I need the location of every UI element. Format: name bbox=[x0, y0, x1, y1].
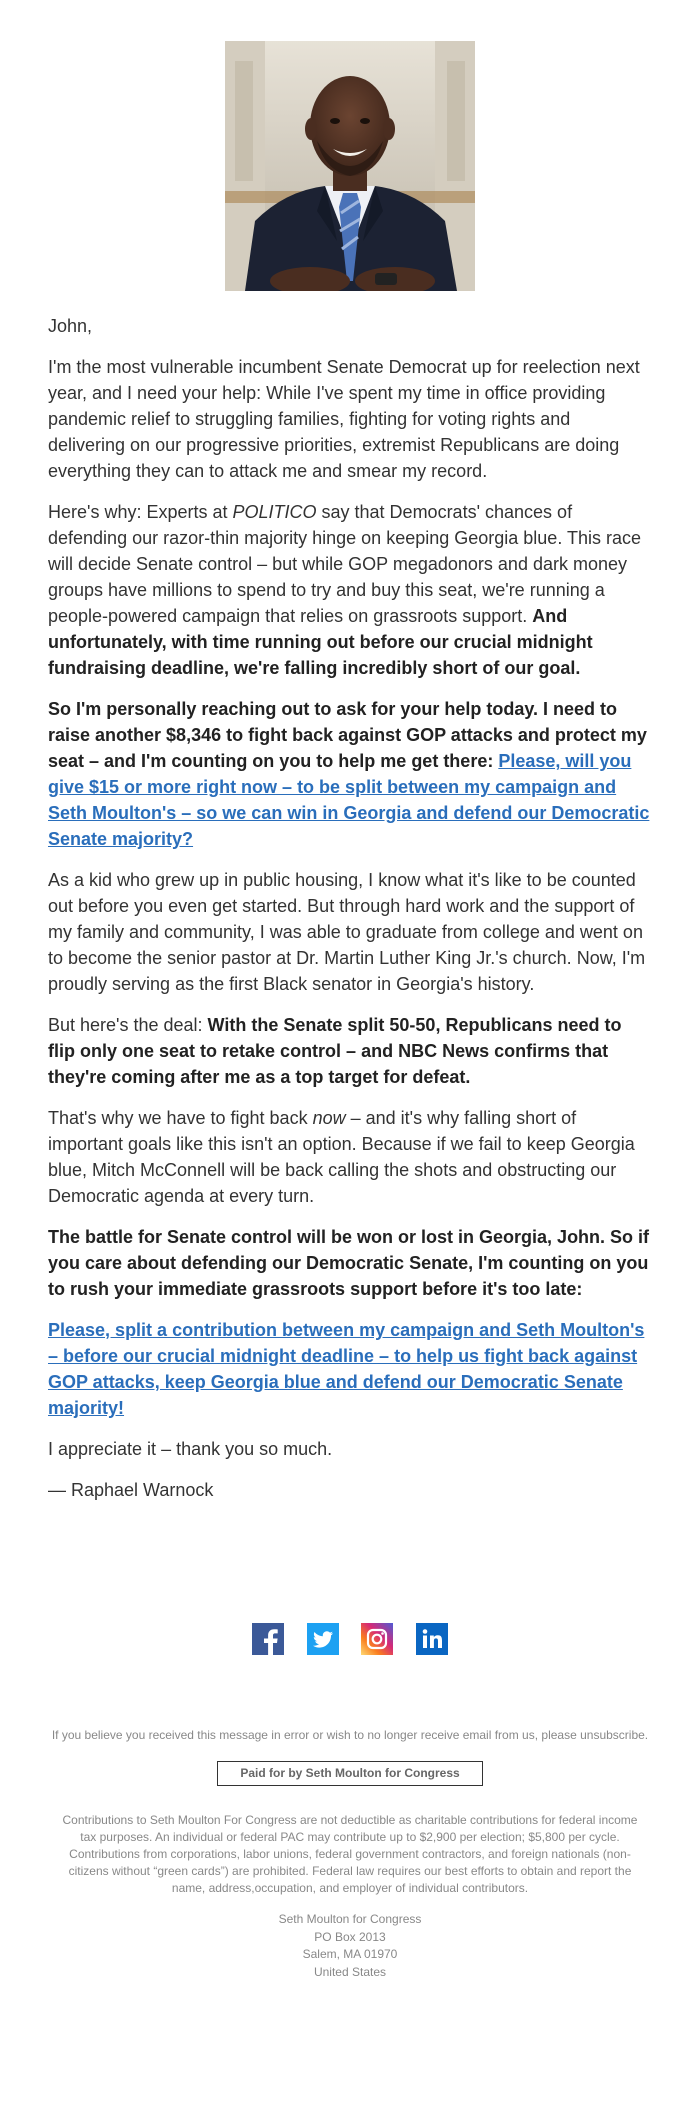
address-line-3: Salem, MA 01970 bbox=[302, 1947, 398, 1961]
email-body bbox=[40, 41, 660, 1981]
paragraph-5-text: But here's the deal: bbox=[48, 1015, 208, 1035]
paragraph-2-text-b: say that Democrats' chances of defending our razor-thin majority hinge on keeping Georgia blue. This race will decide Senate control – but while GOP megadonors and dark money groups have millions to spend to try and buy this seat, we're running a people-powered campaign that relies on grassroots support. bbox=[48, 502, 642, 626]
social-links bbox=[40, 1623, 660, 1657]
paragraph-7-bold: The battle for Senate control will be won or lost in Georgia, John. So if you care about defending our Democratic Senate, I'm counting on you to rush your immediate grassroots support before it's too late: bbox=[48, 1227, 650, 1299]
paragraph-5-bold: With the Senate split 50-50, Republicans need to flip only one seat to retake control – and NBC News confirms that they're coming after me as a top target for defeat. bbox=[48, 1015, 622, 1087]
letter-content bbox=[40, 313, 660, 1503]
contribution-disclaimer: Contributions to Seth Moulton For Congress are not deductible as charitable contributions for federal income tax purposes. An individual or federal PAC may contribute up to $2,900 per election; $5,800 per cycle. Contributions from corporations, labor unions, federal government contractors, and foreign nationals (non-citizens without “green cards”) are prohibited. Federal law requires our best efforts to obtain and report the name, address,occupation, and employer of individual contributors. bbox=[62, 1813, 638, 1895]
paid-for-disclaimer: Paid for by Seth Moulton for Congress bbox=[217, 1761, 483, 1786]
paragraph-6-text-a: That's why we have to fight back bbox=[48, 1108, 313, 1128]
paragraph-2-bold: And unfortunately, with time running out before our crucial midnight fundraising deadline, we're falling incredibly short of our goal. bbox=[48, 606, 593, 678]
candidate-portrait-image bbox=[225, 41, 475, 291]
paragraph-4: As a kid who grew up in public housing, I know what it's like to be counted out before you even get started. But through hard work and the support of my family and community, I was able to graduate from college and went on to become the senior pastor at Dr. Martin Luther King Jr.'s church. Now, I'm proudly serving as the first Black senator in Georgia's history. bbox=[48, 870, 646, 994]
paragraph-5 bbox=[48, 1012, 650, 1090]
address-line-2: PO Box 2013 bbox=[314, 1929, 386, 1944]
instagram-icon bbox=[361, 1623, 393, 1655]
candidate-photo bbox=[225, 41, 475, 291]
paragraph-6-text-b: – and it's why falling short of important goals like this isn't an option. Because if we fail to keep Georgia blue, Mitch McConnell will be back calling the shots and obstructing our Democratic agenda at every turn. bbox=[48, 1108, 635, 1206]
paragraph-6 bbox=[48, 1105, 650, 1209]
donate-link-15[interactable]: Please, will you give $15 or more right now – to be split between my campaign and Seth Moulton's – so we can win in Georgia and defend our Democratic Senate majority? bbox=[48, 751, 650, 849]
unsubscribe-text[interactable]: If you believe you received this message in error or wish to no longer receive email from us, please unsubscribe. bbox=[51, 1728, 649, 1742]
instagram-link[interactable] bbox=[361, 1623, 393, 1655]
paragraph-2-text-a: Here's why: Experts at bbox=[48, 502, 233, 522]
email-footer bbox=[40, 1727, 660, 1981]
twitter-link[interactable] bbox=[307, 1623, 339, 1655]
paragraph-2 bbox=[48, 499, 650, 681]
paragraph-8 bbox=[48, 1317, 650, 1421]
facebook-link[interactable] bbox=[252, 1623, 284, 1655]
paragraph-1: I'm the most vulnerable incumbent Senate Democrat up for reelection next year, and I need your help: While I've spent my time in office providing pandemic relief to struggling families, fighting for voting rights and delivering on our progressive priorities, extremist Republicans are doing everything they can to attack me and smear my record. bbox=[48, 357, 640, 481]
donate-link-split[interactable]: Please, split a contribution between my campaign and Seth Moulton's – before our crucial midnight deadline – to help us fight back against GOP attacks, keep Georgia blue and defend our Democratic Senate majority! bbox=[48, 1320, 645, 1418]
paragraph-3 bbox=[48, 696, 650, 852]
signoff: — Raphael Warnock bbox=[48, 1480, 214, 1500]
linkedin-link[interactable] bbox=[416, 1623, 448, 1655]
facebook-icon bbox=[252, 1623, 284, 1655]
address-line-4: United States bbox=[313, 1964, 387, 1979]
greeting: John, bbox=[48, 316, 93, 336]
twitter-icon bbox=[307, 1623, 339, 1655]
closing-line: I appreciate it – thank you so much. bbox=[48, 1439, 333, 1459]
mailing-address bbox=[40, 1911, 660, 1981]
politico-italic: POLITICO bbox=[232, 502, 317, 522]
paragraph-7 bbox=[48, 1224, 650, 1302]
linkedin-icon bbox=[416, 1623, 448, 1655]
paragraph-3-bold: So I'm personally reaching out to ask for your help today. I need to raise another $8,346 to fight back against GOP attacks and protect my seat – and I'm counting on you to help me get there: bbox=[48, 699, 647, 771]
now-italic: now bbox=[312, 1108, 346, 1128]
unsubscribe-notice[interactable] bbox=[40, 1727, 660, 1744]
address-line-1: Seth Moulton for Congress bbox=[278, 1912, 422, 1926]
